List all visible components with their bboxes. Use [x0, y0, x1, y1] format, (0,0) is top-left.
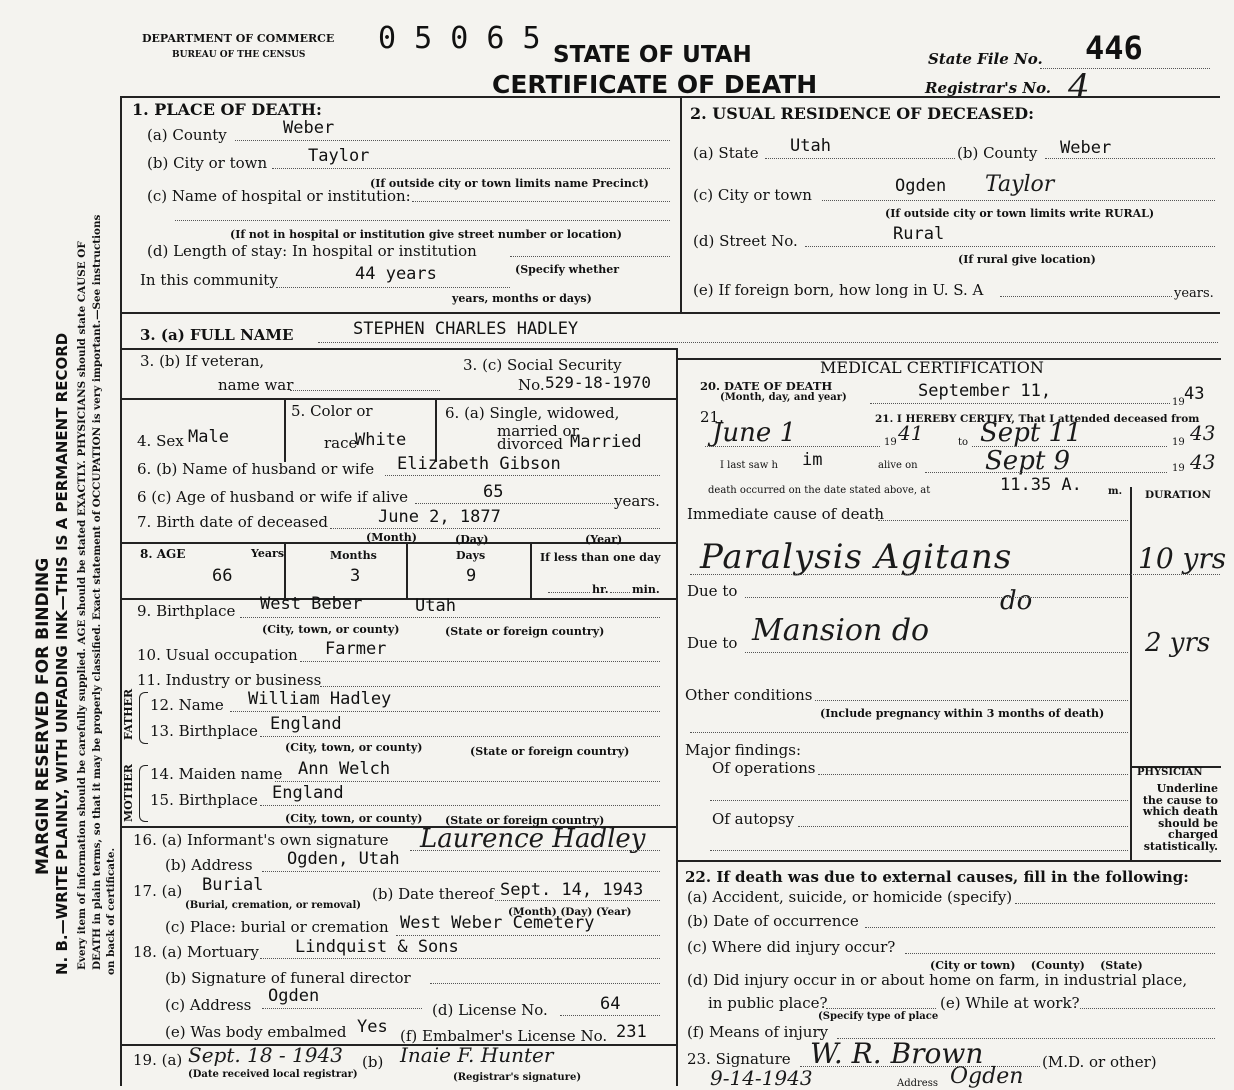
signature-date: 9-14-1943 — [710, 1066, 813, 1090]
time-of-death: 11.35 A. — [1000, 475, 1082, 495]
mother-birthplace: England — [272, 783, 344, 803]
father-name-label: 12. Name — [150, 696, 224, 714]
hospital-line — [412, 201, 670, 202]
birthplace-state-note: (State or foreign country) — [445, 625, 605, 638]
embalmed-label: (e) Was body embalmed — [165, 1023, 347, 1041]
stamp-number: 0 5 0 6 5 — [378, 21, 541, 56]
burial-label: 17. (a) — [133, 882, 183, 900]
mortuary-address: Ogden — [268, 986, 320, 1006]
age-months: 3 — [350, 566, 361, 586]
major-findings-label: Major findings: — [685, 741, 802, 759]
full-name-line — [318, 342, 1218, 343]
marital-label: 6. (a) Single, widowed, — [445, 404, 620, 422]
stay-label: (d) Length of stay: In hospital or institution — [147, 242, 477, 260]
burial-date-label: (b) Date thereof — [372, 885, 494, 903]
spouse-label: 6. (b) Name of husband or wife — [137, 460, 375, 478]
industry-label: 11. Industry or business — [137, 671, 322, 689]
other-conditions-note: (Include pregnancy within 3 months of death) — [820, 707, 1105, 720]
birth-month-note: (Month) — [366, 531, 417, 544]
last-saw-him: im — [802, 450, 823, 470]
last-saw-label: I last saw h — [720, 460, 778, 471]
father-name: William Hadley — [248, 689, 392, 709]
state-file-line — [1040, 68, 1210, 69]
death-county-label: (a) County — [147, 126, 227, 144]
other-conditions-line-2 — [690, 732, 1128, 733]
marital-status: Married — [570, 432, 642, 452]
death-year-prefix: 19 — [1172, 397, 1185, 408]
mother-side-label: MOTHER — [122, 764, 135, 822]
external-b-line — [865, 927, 1215, 928]
from-year-prefix: 19 — [884, 437, 897, 448]
age-months-label: Months — [330, 549, 377, 562]
residence-city-handwritten: Taylor — [985, 172, 1055, 197]
death-city-label: (b) City or town — [147, 154, 268, 172]
age-label: 8. AGE — [140, 547, 186, 561]
burial-place-line — [396, 935, 660, 936]
mother-bp-state-note: (State or foreign country) — [445, 814, 605, 827]
external-a-line — [1015, 903, 1215, 904]
mortuary-address-line — [262, 1008, 422, 1009]
street-label: (d) Street No. — [693, 232, 798, 250]
spouse-name: Elizabeth Gibson — [397, 454, 561, 474]
due-to-line-1 — [745, 597, 1128, 598]
occupation: Farmer — [325, 639, 387, 659]
death-year: 43 — [1184, 384, 1205, 404]
autopsy-line — [798, 826, 1128, 827]
date-of-death-label: 20. DATE OF DEATH — [700, 379, 833, 393]
to-year: 43 — [1190, 421, 1216, 445]
state-file-label: State File No. — [928, 50, 1043, 68]
industry-line — [320, 686, 660, 687]
column-divider-medical — [676, 348, 678, 1086]
margin-instructions-line-1: Every item of information should be carefully supplied. AGE should be stated EXACTLY. PHYSICIANS should state CAUSE OF — [76, 241, 88, 970]
residence-county: Weber — [1060, 138, 1112, 158]
father-birthplace: England — [270, 714, 342, 734]
father-bracket — [139, 692, 148, 744]
sex-label: 4. Sex — [137, 432, 184, 450]
informant-signature-label: 16. (a) Informant's own signature — [133, 831, 389, 849]
burial-place: West Weber Cemetery — [400, 913, 595, 933]
foreign-born-label: (e) If foreign born, how long in U. S. A — [693, 281, 984, 299]
father-side-label: FATHER — [122, 688, 135, 740]
war-line — [290, 390, 440, 391]
row-divider-veteran — [120, 348, 678, 350]
birth-date-line — [330, 528, 660, 529]
community-label: In this community — [140, 271, 278, 289]
informant-address: Ogden, Utah — [287, 849, 400, 869]
residence-city-label: (c) City or town — [693, 186, 812, 204]
residence-county-line — [1045, 158, 1215, 159]
mortuary-address-label: (c) Address — [165, 996, 252, 1014]
alive-year-prefix: 19 — [1172, 463, 1185, 474]
veteran-label: 3. (b) If veteran, — [140, 352, 265, 370]
received-label: 19. (a) — [133, 1051, 183, 1069]
immediate-cause-line — [878, 520, 1128, 521]
street-line — [805, 246, 1215, 247]
embalmed: Yes — [357, 1017, 388, 1037]
external-e-line — [1080, 1008, 1215, 1009]
burial-date-line — [495, 900, 660, 901]
row-divider-sex — [120, 398, 678, 400]
full-name: STEPHEN CHARLES HADLEY — [353, 319, 579, 339]
father-birthplace-label: 13. Birthplace — [150, 722, 258, 740]
alive-on-line — [925, 472, 1167, 473]
state-file-number: 446 — [1085, 29, 1143, 67]
father-birthplace-line — [260, 736, 660, 737]
margin-binding-note: MARGIN RESERVED FOR BINDING — [33, 557, 53, 875]
physician-box-title: PHYSICIAN — [1137, 767, 1203, 778]
residence-county-label: (b) County — [957, 144, 1038, 162]
operations-line — [818, 774, 1128, 775]
birthplace-label: 9. Birthplace — [137, 602, 236, 620]
street-note: (If rural give location) — [958, 253, 1096, 266]
margin-write-plainly-note: N. B.—WRITE PLAINLY, WITH UNFADING INK—THIS IS A PERMANENT RECORD — [53, 332, 71, 975]
race: White — [355, 430, 407, 450]
margin-instructions-line-3: on back of certificate. — [105, 847, 117, 975]
hospital-label: (c) Name of hospital or institution: — [147, 187, 411, 205]
date-received: Sept. 18 - 1943 — [188, 1043, 343, 1067]
immediate-cause: Paralysis Agitans — [700, 537, 1013, 577]
immediate-cause-label: Immediate cause of death — [687, 505, 885, 523]
alive-on: Sept 9 — [985, 446, 1071, 476]
external-c-line — [905, 953, 1215, 954]
date-of-death-note: (Month, day, and year) — [720, 392, 847, 403]
spouse-age: 65 — [483, 482, 504, 502]
signature-label: 23. Signature — [687, 1050, 791, 1068]
time-m: m. — [1108, 486, 1123, 497]
residence-city: Ogden — [895, 176, 947, 196]
from-year: 41 — [898, 421, 924, 445]
burial-place-label: (c) Place: burial or cremation — [165, 918, 389, 936]
spouse-age-label: 6 (c) Age of husband or wife if alive — [137, 488, 409, 506]
community-duration: 44 years — [355, 264, 437, 284]
external-c-note: (City or town) (County) (State) — [930, 959, 1143, 972]
marital-label-2: married or — [497, 422, 579, 440]
to-label: to — [958, 437, 969, 448]
social-security-number: 529-18-1970 — [545, 373, 651, 392]
registrar-number: 4 — [1068, 67, 1090, 107]
informant-signature: Laurence Hadley — [420, 824, 646, 854]
department-label: DEPARTMENT OF COMMERCE — [142, 32, 335, 45]
marital-label-3: divorced — [497, 435, 563, 453]
mortuary-label: 18. (a) Mortuary — [133, 943, 259, 961]
birthplace-city-note: (City, town, or county) — [262, 623, 400, 636]
md-label: (M.D. or other) — [1042, 1053, 1157, 1071]
certify-label: 21. I HEREBY CERTIFY, That I attended deceased from — [875, 413, 1200, 425]
mother-birthplace-label: 15. Birthplace — [150, 791, 258, 809]
color-label: 5. Color or — [291, 402, 373, 420]
informant-address-label: (b) Address — [165, 856, 253, 874]
license-number: 64 — [600, 994, 621, 1014]
race-label: race — [324, 434, 358, 452]
birthplace-city: West Beber — [260, 594, 363, 614]
attended-to: Sept 11 — [980, 418, 1082, 448]
due-to-label-2: Due to — [687, 634, 738, 652]
hr-label: hr. — [592, 583, 609, 596]
min-line — [610, 592, 630, 593]
mortuary: Lindquist & Sons — [295, 937, 459, 957]
column-divider-days — [406, 542, 408, 598]
due-to-label-1: Due to — [687, 582, 738, 600]
physician-box-text: Underline the cause to which death should be charged statistically. — [1142, 782, 1218, 853]
funeral-director-line — [430, 983, 660, 984]
mother-name-line — [275, 781, 660, 782]
spouse-age-line — [415, 503, 615, 504]
birthplace-state: Utah — [415, 596, 456, 616]
registrar-signature-note: (Registrar's signature) — [453, 1072, 582, 1083]
registrar-signature-label: (b) — [362, 1053, 384, 1071]
mother-name-label: 14. Maiden name — [150, 765, 283, 783]
war-label: name war — [218, 376, 294, 394]
burial-date-note: (Month) (Day) (Year) — [508, 906, 632, 918]
death-city: Taylor — [308, 146, 370, 166]
ss-no-label: No. — [518, 376, 545, 394]
row-divider-birthplace — [120, 598, 678, 600]
registrar-signature: Inaie F. Hunter — [400, 1043, 554, 1067]
mother-birthplace-line — [260, 805, 660, 806]
attended-from-line — [705, 446, 880, 447]
stay-line — [510, 256, 670, 257]
column-divider-less — [530, 542, 532, 598]
medical-certification-heading: MEDICAL CERTIFICATION — [820, 358, 1044, 377]
immediate-cause-line-2 — [690, 574, 1220, 575]
social-security-label: 3. (c) Social Security — [463, 356, 622, 374]
specify-note-2: years, months or days) — [452, 292, 592, 305]
residence-city-line — [822, 200, 1215, 201]
informant-signature-line — [410, 850, 660, 851]
alive-on-label: alive on — [878, 460, 918, 471]
specify-note: (Specify whether — [515, 263, 620, 276]
death-county-line — [235, 140, 670, 141]
age-years-label: Years — [251, 547, 285, 560]
embalmer-license: 231 — [616, 1022, 647, 1042]
occupation-label: 10. Usual occupation — [137, 646, 298, 664]
attended-from: June 1 — [712, 418, 797, 448]
external-d2-line — [826, 1008, 936, 1009]
external-d2: in public place? — [708, 994, 828, 1012]
row-divider-external — [676, 860, 1221, 862]
row-divider-name — [120, 312, 1220, 314]
hospital-note: (If not in hospital or institution give street number or location) — [230, 228, 622, 241]
date-of-death: September 11, — [918, 381, 1052, 401]
operations-label: Of operations — [712, 759, 816, 777]
margin-instructions-line-2: DEATH in plain terms, so that it may be properly classified. Exact statement of OCCUPATION is very important.—See instructions — [91, 214, 103, 970]
state-title: STATE OF UTAH — [553, 42, 752, 68]
certify-number: 21. — [700, 408, 724, 426]
community-line — [276, 287, 510, 288]
full-name-label: 3. (a) FULL NAME — [140, 326, 294, 344]
physician-address: Ogden — [950, 1064, 1024, 1089]
date-received-note: (Date received local registrar) — [188, 1069, 358, 1080]
due-to-line-2 — [745, 652, 1128, 653]
birth-year-note: (Year) — [585, 533, 623, 546]
death-county: Weber — [283, 118, 335, 138]
operations-line-2 — [710, 800, 1128, 801]
due-to-2-duration: 2 yrs — [1145, 628, 1211, 658]
residence-state-line — [765, 158, 955, 159]
burial-note: (Burial, cremation, or removal) — [185, 900, 361, 911]
other-conditions-label: Other conditions — [685, 686, 813, 704]
burial-method: Burial — [202, 875, 264, 895]
age-days: 9 — [466, 566, 477, 586]
min-label: min. — [632, 583, 660, 596]
other-conditions-line — [815, 700, 1128, 701]
informant-address-line — [262, 871, 660, 872]
alive-year: 43 — [1190, 450, 1216, 474]
father-name-line — [230, 711, 660, 712]
funeral-director-label: (b) Signature of funeral director — [165, 969, 411, 987]
birth-date-label: 7. Birth date of deceased — [137, 513, 328, 531]
bureau-label: BUREAU OF THE CENSUS — [172, 50, 306, 60]
residence-city-note: (If outside city or town limits write RURAL) — [885, 207, 1155, 220]
death-city-note: (If outside city or town limits name Precinct) — [370, 177, 649, 190]
column-divider-upper — [680, 96, 682, 312]
external-heading: 22. If death was due to external causes, fill in the following: — [685, 868, 1189, 886]
less-than-day-label: If less than one day — [540, 551, 661, 564]
burial-date: Sept. 14, 1943 — [500, 880, 644, 900]
age-years: 66 — [212, 566, 233, 586]
mother-bracket — [139, 765, 148, 822]
due-to-1: do — [1000, 586, 1033, 616]
sex: Male — [188, 427, 229, 447]
spouse-line — [385, 475, 660, 476]
hospital-line-2 — [175, 220, 670, 221]
date-of-death-line — [870, 403, 1170, 404]
address-label: Address — [897, 1078, 938, 1089]
certificate-title: CERTIFICATE OF DEATH — [492, 70, 818, 99]
form-left-border — [120, 96, 122, 1086]
residence-state-label: (a) State — [693, 144, 759, 162]
registrar-number-label: Registrar's No. — [925, 79, 1052, 97]
hr-line — [548, 592, 590, 593]
street: Rural — [893, 224, 945, 244]
column-divider-color — [284, 398, 286, 462]
external-e: (e) While at work? — [940, 994, 1080, 1012]
place-of-death-heading: 1. PLACE OF DEATH: — [132, 100, 322, 119]
physician-signature: W. R. Brown — [810, 1037, 984, 1070]
foreign-born-years: years. — [1174, 286, 1214, 301]
external-f: (f) Means of injury — [687, 1023, 829, 1041]
mother-bp-city-note: (City, town, or county) — [285, 812, 423, 825]
birth-date: June 2, 1877 — [378, 507, 501, 527]
to-year-prefix: 19 — [1172, 437, 1185, 448]
column-divider-duration — [1130, 487, 1132, 860]
spouse-age-unit: years. — [614, 492, 660, 510]
mortuary-line — [260, 958, 660, 959]
external-d-note: (Specify type of place — [818, 1011, 939, 1022]
external-c: (c) Where did injury occur? — [687, 938, 896, 956]
duration-label: DURATION — [1145, 489, 1212, 501]
autopsy-label: Of autopsy — [712, 810, 795, 828]
foreign-born-line — [1000, 296, 1172, 297]
due-to-2: Mansion do — [752, 613, 930, 648]
father-bp-city-note: (City, town, or county) — [285, 741, 423, 754]
death-city-line — [272, 168, 670, 169]
death-occurred-label: death occurred on the date stated above, at — [708, 485, 931, 496]
occupation-line — [300, 661, 660, 662]
license-line — [560, 1015, 660, 1016]
column-divider-months — [284, 542, 286, 598]
license-label: (d) License No. — [432, 1001, 548, 1019]
form-top-border — [120, 96, 1220, 98]
column-divider-marital — [435, 398, 437, 462]
birthplace-line — [240, 617, 660, 618]
immediate-cause-duration: 10 yrs — [1138, 542, 1227, 575]
residence-heading: 2. USUAL RESIDENCE OF DECEASED: — [690, 104, 1035, 123]
birth-day-note: (Day) — [455, 533, 489, 546]
external-b: (b) Date of occurrence — [687, 912, 859, 930]
external-d: (d) Did injury occur in or about home on farm, in industrial place, — [687, 971, 1188, 989]
autopsy-line-2 — [710, 850, 1128, 851]
embalmer-license-label: (f) Embalmer's License No. — [400, 1027, 608, 1045]
father-bp-state-note: (State or foreign country) — [470, 745, 630, 758]
age-days-label: Days — [456, 549, 486, 562]
residence-state: Utah — [790, 136, 831, 156]
mother-name: Ann Welch — [298, 759, 391, 779]
external-a: (a) Accident, suicide, or homicide (specify) — [687, 888, 1013, 906]
